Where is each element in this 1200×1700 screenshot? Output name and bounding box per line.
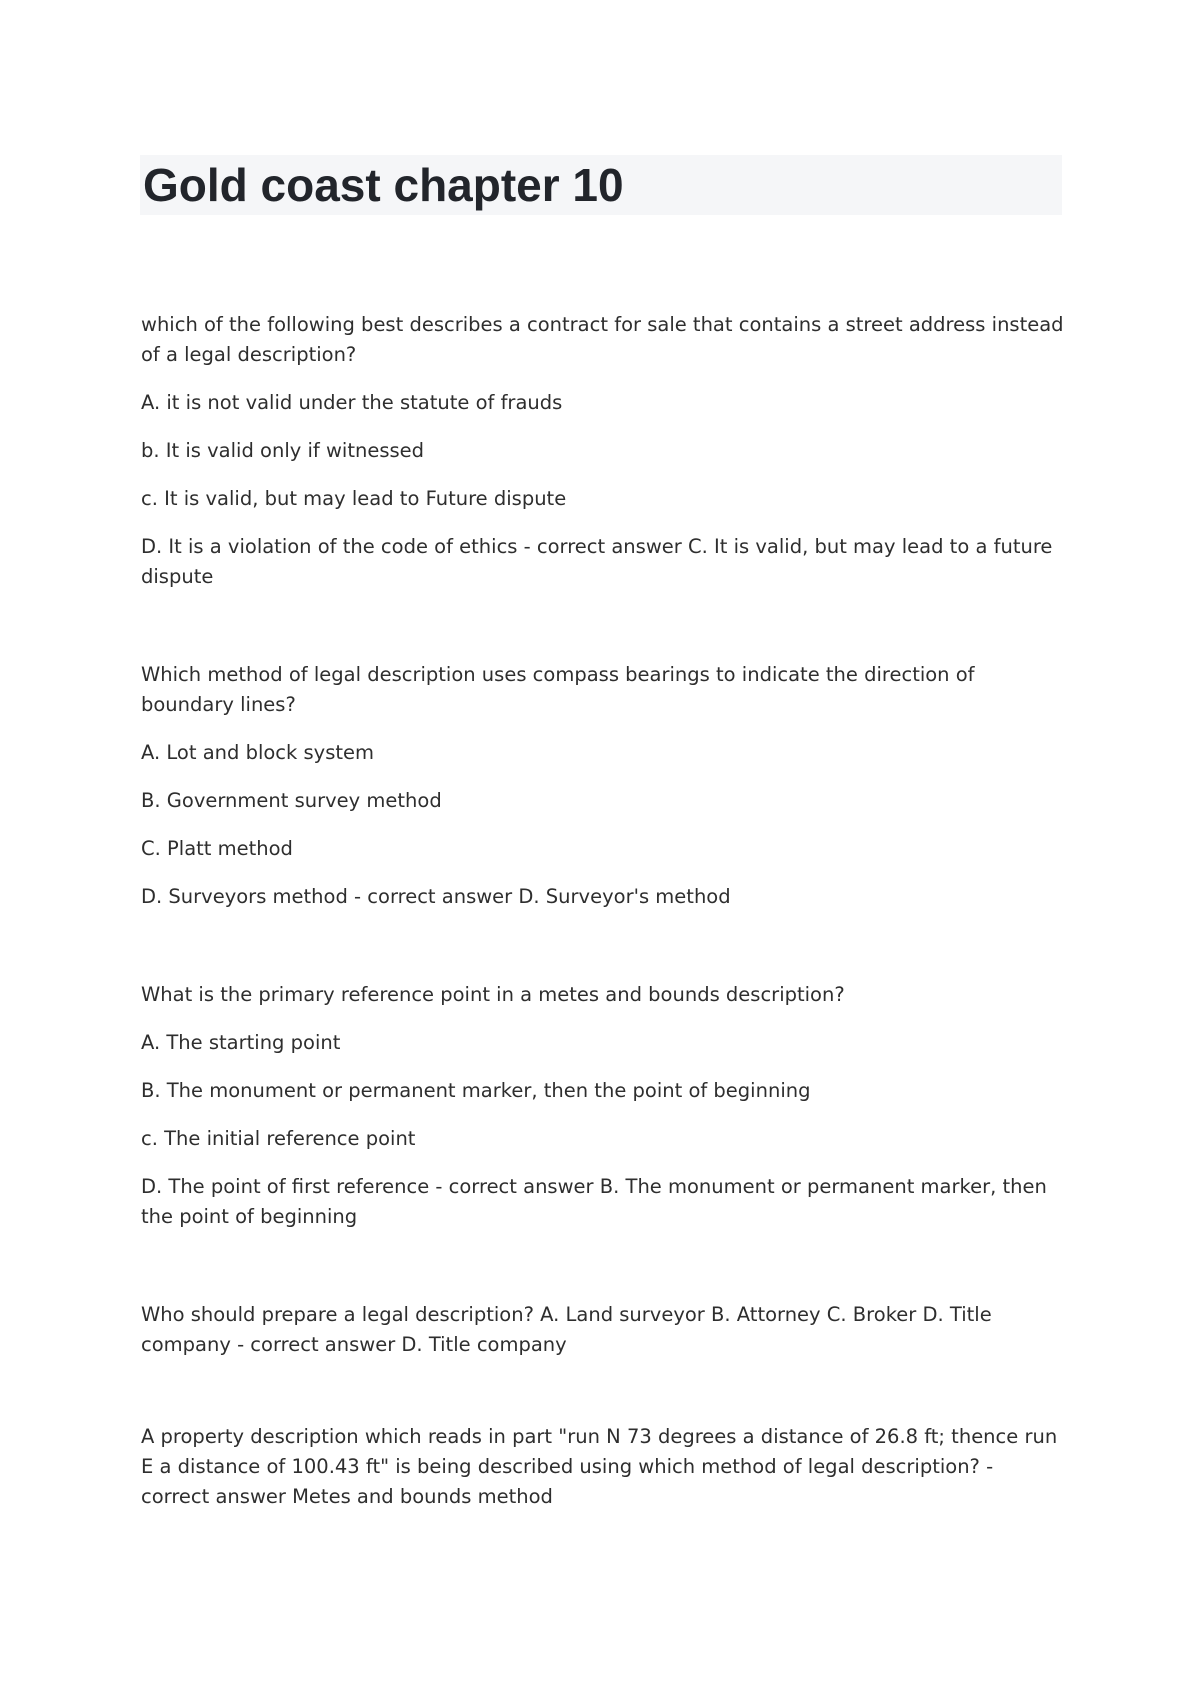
question-list <box>141 310 1066 1580</box>
answer-option: c. It is valid, but may lead to Future dispute <box>141 487 567 510</box>
question-text: Who should prepare a legal description? A. Land surveyor B. Attorney C. Broker D. Title company - correct answer D. Title company <box>141 1303 992 1356</box>
answer-option: b. It is valid only if witnessed <box>141 439 425 462</box>
answer-option: c. The initial reference point <box>141 1127 416 1150</box>
question-block-3 <box>141 980 1066 1232</box>
answer-option: B. The monument or permanent marker, then the point of beginning <box>141 1079 811 1102</box>
question-block-1 <box>141 310 1066 592</box>
answer-option: B. Government survey method <box>141 789 442 812</box>
answer-option: D. It is a violation of the code of ethics - correct answer C. It is valid, but may lead to a future dispute <box>141 535 1053 588</box>
question-block-4 <box>141 1300 1066 1360</box>
question-text: A property description which reads in part "run N 73 degrees a distance of 26.8 ft; thence run E a distance of 100.43 ft" is being described using which method of legal description? - correct answer Metes and bounds method <box>141 1425 1058 1508</box>
question-block-2 <box>141 660 1066 912</box>
answer-option: A. Lot and block system <box>141 741 375 764</box>
answer-option: C. Platt method <box>141 837 293 860</box>
answer-option: D. The point of first reference - correct answer B. The monument or permanent marker, then the point of beginning <box>141 1175 1047 1228</box>
title-banner <box>140 155 1062 215</box>
answer-option: D. Surveyors method - correct answer D. Surveyor's method <box>141 885 731 908</box>
page-title: Gold coast chapter 10 <box>143 159 624 211</box>
question-text: What is the primary reference point in a metes and bounds description? <box>141 983 845 1006</box>
answer-option: A. The starting point <box>141 1031 341 1054</box>
answer-option: A. it is not valid under the statute of frauds <box>141 391 563 414</box>
question-text: Which method of legal description uses compass bearings to indicate the direction of boundary lines? <box>141 663 975 716</box>
question-block-5 <box>141 1422 1066 1512</box>
question-text: which of the following best describes a contract for sale that contains a street address instead of a legal description? <box>141 313 1064 366</box>
